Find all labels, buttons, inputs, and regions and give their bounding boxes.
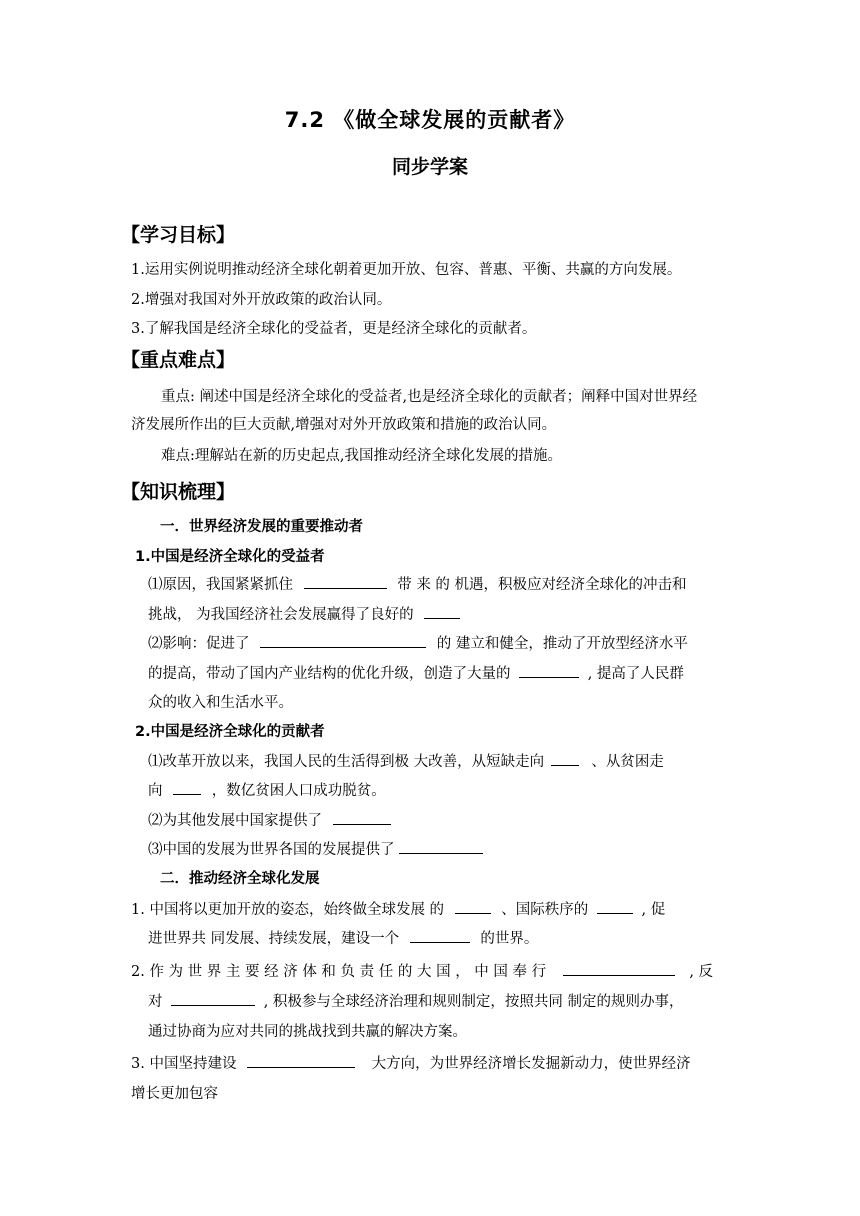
p2-item-1-line-1 [131, 898, 665, 919]
p2-item-2-line-3: 通过协商为应对共同的挑战找到共赢的解决方案。 [148, 1024, 467, 1040]
p2-item-1-text-c: , 促 [641, 902, 666, 918]
fill-blank[interactable] [399, 839, 483, 854]
fill-blank[interactable] [410, 928, 470, 943]
s2-line-4 [148, 838, 483, 859]
page-title: 7.2 《做全球发展的贡献者》 [284, 108, 576, 132]
s1-line-5: 众的收入和生活水平。 [148, 695, 293, 711]
subsection-title-contributor: 2.中国是经济全球化的贡献者 [135, 724, 325, 740]
part1-title: 一．世界经济发展的重要推动者 [160, 519, 363, 535]
goal-item-3: 3.了解我国是经济全球化的受益者，更是经济全球化的贡献者。 [131, 321, 537, 337]
fill-blank[interactable] [424, 604, 460, 619]
p2-item-1-line-2 [148, 927, 538, 948]
s2-line-2-text-b: ，数亿贫困人口成功脱贫。 [211, 783, 386, 799]
page-subtitle: 同步学案 [391, 156, 468, 178]
s1-line-1 [148, 573, 687, 594]
s2-line-2 [148, 779, 386, 800]
p2-item-1-text-d: 进世界共 同发展、持续发展，建设一个 [148, 931, 400, 947]
goal-item-2: 2.增强对我国对外开放政策的政治认同。 [131, 292, 392, 308]
p2-item-1-text-a: 1. 中国将以更加开放的姿态，始终做全球发展 的 [131, 902, 445, 918]
s2-line-1 [148, 750, 664, 771]
s2-line-2-text-a: 向 [148, 783, 163, 799]
fill-blank[interactable] [304, 574, 387, 589]
fill-blank[interactable] [455, 899, 491, 914]
fill-blank[interactable] [173, 780, 201, 795]
p2-item-2-text-c: 对 [148, 994, 163, 1010]
s1-line-1-text-b: 带 来 的 机遇，积极应对经济全球化的冲击和 [397, 577, 687, 593]
s2-line-3 [148, 809, 391, 830]
fill-blank[interactable] [597, 899, 633, 914]
p2-item-3-text-b: 大方向，为世界经济增长发掘新动力，使世界经济 [371, 1056, 691, 1072]
fill-blank[interactable] [260, 633, 426, 648]
fill-blank[interactable] [563, 961, 675, 976]
goal-item-1: 1.运用实例说明推动经济全球化朝着更加开放、包容、普惠、平衡、共赢的方向发展。 [131, 262, 682, 278]
p2-item-3-line-2: 增长更加包容 [131, 1086, 218, 1102]
s1-line-1-text-a: ⑴原因，我国紧紧抓住 [148, 577, 293, 593]
p2-item-2-text-b: , 反 [689, 964, 714, 980]
p2-item-2-line-1 [131, 960, 713, 981]
section-heading-goals: 【学习目标】 [121, 224, 236, 246]
fill-blank[interactable] [333, 810, 391, 825]
key-focus-line-2: 济发展所作出的巨大贡献,增强对对外开放政策和措施的政治认同。 [131, 417, 557, 433]
p2-item-1-text-e: 的世界。 [480, 931, 539, 947]
key-focus-line-1: 重点: 阐述中国是经济全球化的受益者,也是经济全球化的贡献者；阐释中国对世界经 [161, 389, 698, 405]
s2-line-1-text-b: 、从贫困走 [591, 754, 664, 770]
s2-line-4-text-a: ⑶中国的发展为世界各国的发展提供了 [148, 842, 395, 858]
subsection-title-beneficiary: 1.中国是经济全球化的受益者 [135, 549, 325, 565]
section-heading-knowledge: 【知识梳理】 [121, 481, 236, 503]
s1-line-2 [148, 603, 460, 624]
fill-blank[interactable] [171, 991, 255, 1006]
p2-item-2-text-a: 2. 作 为 世 界 主 要 经 济 体 和 负 责 任 的 大 国 ， 中 国 奉 行 [131, 964, 547, 980]
fill-blank[interactable] [551, 751, 579, 766]
p2-item-2-line-2 [148, 990, 684, 1011]
s1-line-3-text-a: ⑵影响：促进了 [148, 636, 250, 652]
part2-title: 二．推动经济全球化发展 [160, 871, 320, 887]
s1-line-3 [148, 632, 688, 653]
s2-line-3-text-a: ⑵为其他发展中国家提供了 [148, 813, 322, 829]
s1-line-3-text-b: 的 建立和健全，推动了开放型经济水平 [436, 636, 688, 652]
p2-item-3-line-1 [131, 1052, 691, 1073]
s2-line-1-text-a: ⑴改革开放以来，我国人民的生活得到极 大改善，从短缺走向 [148, 754, 545, 770]
s1-line-4-text-b: , 提高了人民群 [587, 666, 684, 682]
fill-blank[interactable] [519, 663, 579, 678]
s1-line-4 [148, 662, 684, 683]
s1-line-2-text-a: 挑战， 为我国经济社会发展赢得了良好的 [148, 607, 414, 623]
key-difficult: 难点:理解站在新的历史起点,我国推动经济全球化发展的措施。 [161, 448, 562, 464]
p2-item-1-text-b: 、国际秩序的 [501, 902, 589, 918]
s1-line-4-text-a: 的提高，带动了国内产业结构的优化升级，创造了大量的 [148, 666, 511, 682]
fill-blank[interactable] [247, 1053, 355, 1068]
p2-item-2-text-d: , 积极参与全球经济治理和规则制定，按照共同 制定的规则办事， [263, 994, 684, 1010]
p2-item-3-text-a: 3. 中国坚持建设 [131, 1056, 237, 1072]
section-heading-key: 【重点难点】 [121, 349, 236, 371]
